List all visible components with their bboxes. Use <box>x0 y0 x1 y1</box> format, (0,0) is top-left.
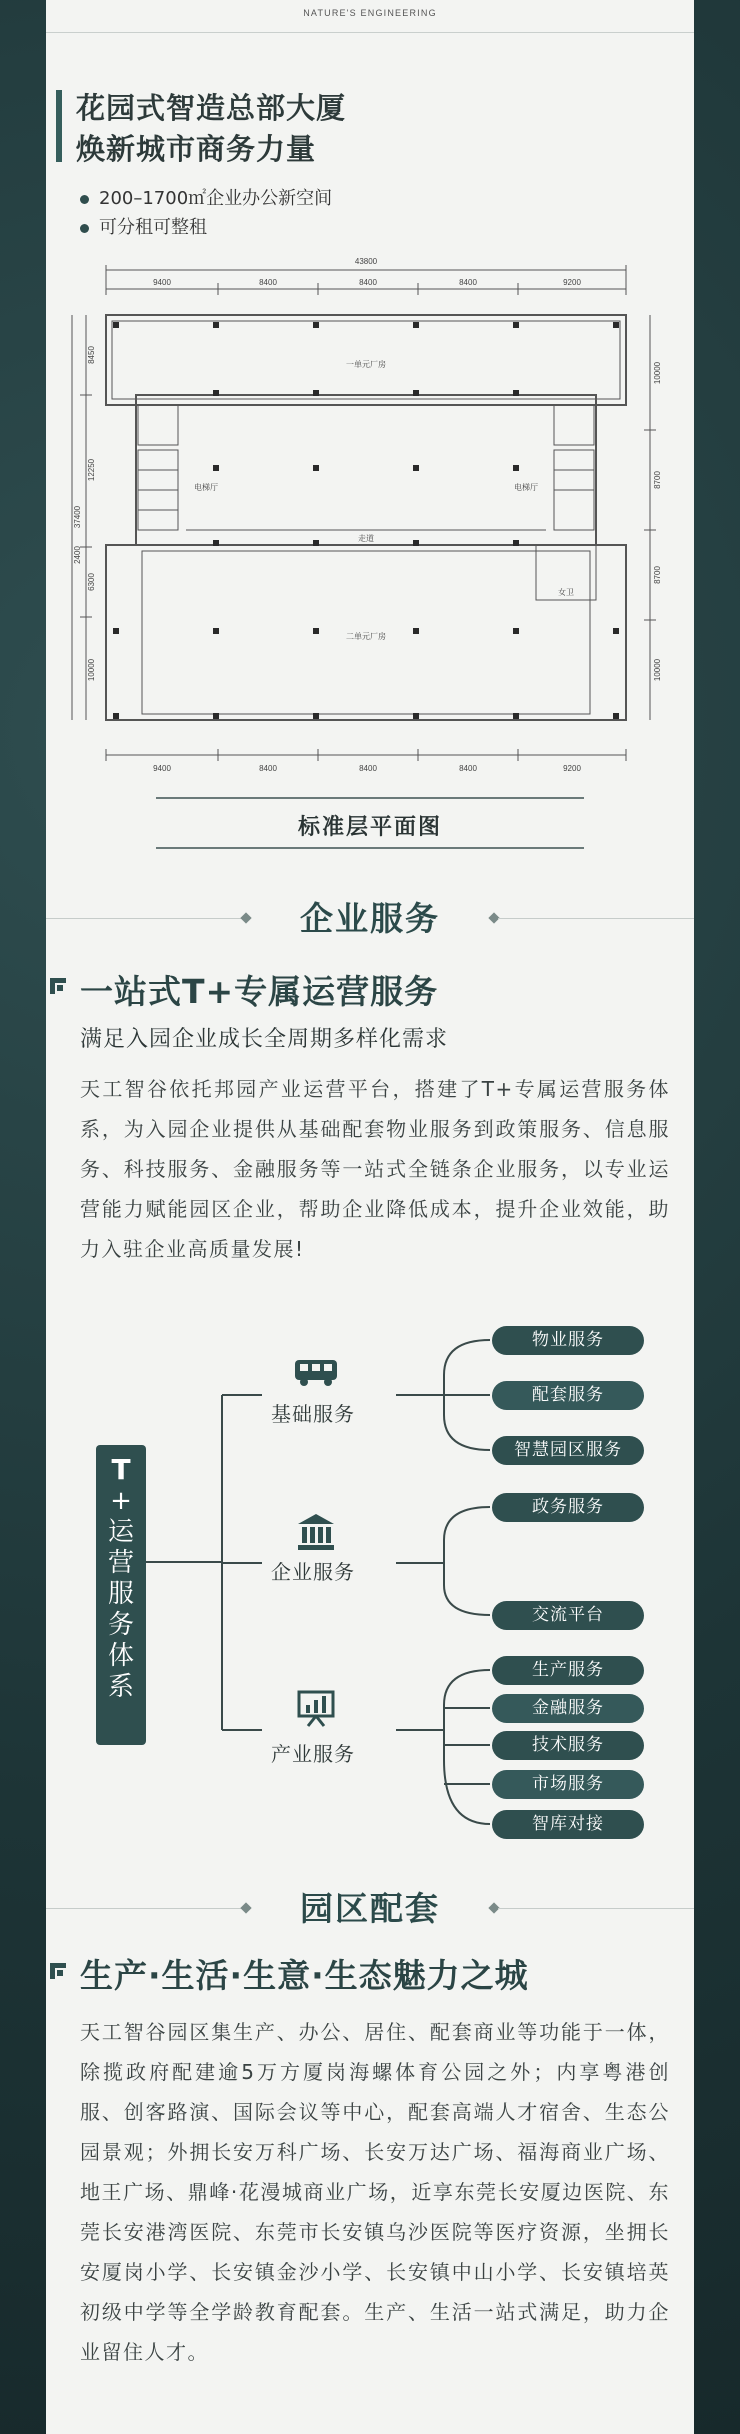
section-rule-right <box>498 918 694 919</box>
bullet-dot-icon <box>80 195 89 204</box>
dim-left-1: 8450 <box>87 346 96 364</box>
header-tagline: NATURE'S ENGINEERING <box>303 8 437 18</box>
dim-bottom-5: 9200 <box>563 764 581 773</box>
content-sheet <box>46 0 694 2434</box>
dim-left-4: 10000 <box>87 658 96 682</box>
service-pill-production: 生产服务 <box>492 1656 644 1685</box>
corner-bracket-icon <box>48 976 68 996</box>
section-title-park: 园区配套 <box>300 1889 440 1928</box>
dim-left-total: 37400 <box>73 505 82 529</box>
caption-rule-top <box>156 797 584 799</box>
service-pill-government: 政务服务 <box>492 1493 644 1522</box>
room-label-corridor: 走道 <box>358 534 374 543</box>
dim-right-3: 8700 <box>653 566 662 584</box>
dim-top-1: 9400 <box>153 278 171 287</box>
dim-bottom-2: 8400 <box>259 764 277 773</box>
service-pill-property: 物业服务 <box>492 1326 644 1355</box>
service-pill-market: 市场服务 <box>492 1770 644 1799</box>
section-rule-right <box>498 1908 694 1909</box>
category-basic-service: 基础服务 <box>271 1402 355 1426</box>
floor-plan-caption: 标准层平面图 <box>297 815 442 840</box>
service-pill-supporting: 配套服务 <box>492 1381 644 1410</box>
room-label-unit2: 二单元厂房 <box>346 632 386 641</box>
dim-right-1: 10000 <box>653 361 662 385</box>
dim-top-2: 8400 <box>259 278 277 287</box>
service-pill-technology: 技术服务 <box>492 1731 644 1760</box>
t-plus-system-box: T + 运 营 服 务 体 系 <box>96 1445 146 1745</box>
headline-line-1: 花园式智造总部大厦 <box>76 91 347 125</box>
dim-left-3: 6300 <box>87 573 96 591</box>
dim-bottom-3: 8400 <box>359 764 377 773</box>
room-label-wc: 女卫 <box>558 588 574 597</box>
feature-bullet-1: 200–1700㎡企业办公新空间 <box>80 184 332 210</box>
floor-plan-drawing <box>66 255 666 800</box>
dim-left-small: 2400 <box>73 546 82 564</box>
category-enterprise-service: 企业服务 <box>271 1560 355 1584</box>
section-title-enterprise: 企业服务 <box>300 899 440 938</box>
service-pill-exchange-platform: 交流平台 <box>492 1601 644 1630</box>
dim-total-width: 43800 <box>354 257 378 266</box>
room-label-elevator-left: 电梯厅 <box>194 483 218 492</box>
dim-left-2: 12250 <box>87 458 96 482</box>
room-label-elevator-right: 电梯厅 <box>514 483 538 492</box>
feature-bullet-2: 可分租可整租 <box>80 213 207 239</box>
category-industry-service: 产业服务 <box>271 1742 355 1766</box>
t-plus-sign: + <box>110 1486 132 1516</box>
bullet-dot-icon <box>80 224 89 233</box>
dim-right-2: 8700 <box>653 471 662 489</box>
chart-board-icon <box>297 1688 335 1728</box>
park-description: 天工智谷园区集生产、办公、居住、配套商业等功能于一体，除揽政府配建逾5万方厦岗海螺体育公园之外；内享粤港创服、创客路演、国际会议等中心，配套高端人才宿舍、生态公园景观；外拥长安万科广场、长安万达广场、福海商业广场、地王广场、鼎峰·花漫城商业广场，近享东莞长安厦边医院、东莞长安港湾医院、东莞市长安镇乌沙医院等医疗资源，坐拥长安厦岗小学、长安镇金沙小学、长安镇中山小学、长安镇培英初级中学等全学龄教育配套。生产、生活一站式满足，助力企业留住人才。 <box>80 2020 670 2364</box>
header-divider <box>46 32 694 33</box>
enterprise-title: 一站式T+专属运营服务 <box>80 972 439 1011</box>
dim-bottom-4: 8400 <box>459 764 477 773</box>
dim-top-4: 8400 <box>459 278 477 287</box>
room-label-unit1: 一单元厂房 <box>346 360 386 369</box>
enterprise-subtitle: 满足入园企业成长全周期多样化需求 <box>80 1027 449 1052</box>
headline-line-2: 焕新城市商务力量 <box>76 132 317 166</box>
t-plus-letter: T <box>111 1453 131 1486</box>
service-pill-smart-park: 智慧园区服务 <box>492 1436 644 1465</box>
enterprise-description: 天工智谷依托邦园产业运营平台，搭建了T+专属运营服务体系，为入园企业提供从基础配套物业服务到政策服务、信息服务、科技服务、金融服务等一站式全链条企业服务，以专业运营能力赋能园区企业，帮助企业降低成本，提升企业效能，助力入驻企业高质量发展! <box>80 1077 670 1261</box>
headline-accent-bar <box>56 90 62 162</box>
dim-right-4: 10000 <box>653 658 662 682</box>
park-title: 生产·生活·生意·生态魅力之城 <box>80 1956 529 1995</box>
bank-icon <box>296 1512 336 1552</box>
dim-bottom-1: 9400 <box>153 764 171 773</box>
service-pill-finance: 金融服务 <box>492 1694 644 1723</box>
service-pill-think-tank: 智库对接 <box>492 1810 644 1839</box>
dim-top-5: 9200 <box>563 278 581 287</box>
bus-icon <box>293 1358 339 1388</box>
caption-rule-bottom <box>156 847 584 849</box>
corner-bracket-icon <box>48 1961 68 1981</box>
dim-top-3: 8400 <box>359 278 377 287</box>
